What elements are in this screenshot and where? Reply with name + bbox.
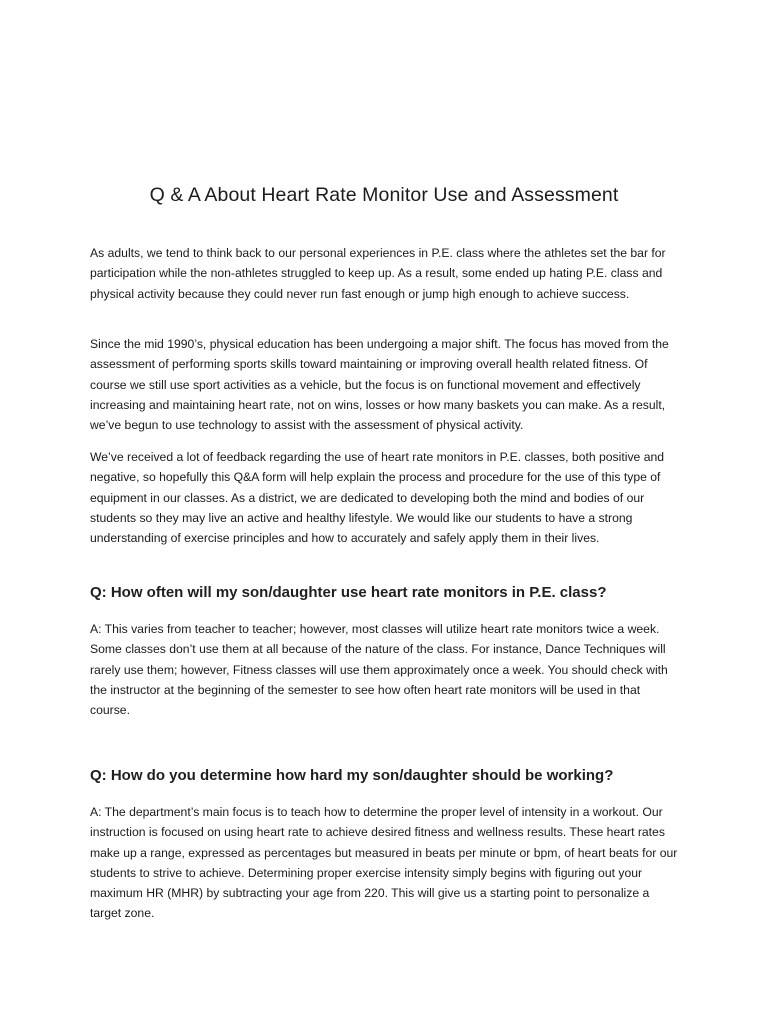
answer-paragraph: A: This varies from teacher to teacher; however, most classes will utilize heart rate monitors twice a week. Some classes don’t use them at all because of the nature of the class. For instance, Dance Techniques will rarely use them; however, Fitness classes will use them approximately once a week. You should check with the instructor at the beginning of the semester to see how often heart rate monitors will be used in that course.	[90, 622, 668, 718]
intro-paragraph: As adults, we tend to think back to our personal experiences in P.E. class where the athletes set the bar for participation while the non-athletes struggled to keep up. As a result, some ended up hating P.E. class and physical activity because they could never run fast enough or jump high enough to achieve success.	[90, 246, 666, 301]
answer-paragraph: A: The department’s main focus is to teach how to determine the proper level of intensity in a workout. Our instruction is focused on using heart rate to achieve desired fitness and wellness results. These heart rates make up a range, expressed as percentages but measured in beats per minute or bpm, of heart beats for our students to strive to achieve. Determining proper exercise intensity simply begins with figuring out your maximum HR (MHR) by subtracting your age from 220. This will give us a starting point to personalize a target zone.	[90, 805, 678, 921]
question-heading: Q: How do you determine how hard my son/daughter should be working?	[90, 767, 614, 784]
document-title: Q & A About Heart Rate Monitor Use and Assessment	[149, 184, 619, 206]
question-heading: Q: How often will my son/daughter use heart rate monitors in P.E. class?	[90, 584, 607, 601]
intro-paragraph: Since the mid 1990’s, physical education has been undergoing a major shift. The focus has moved from the assessment of performing sports skills toward maintaining or improving overall health related fitness. Of course we still use sport activities as a vehicle, but the focus is on functional movement and effectively increasing and maintaining heart rate, not on wins, losses or how many baskets you can make. As a result, we’ve begun to use technology to assist with the assessment of physical activity.	[90, 337, 669, 433]
intro-paragraph: We’ve received a lot of feedback regarding the use of heart rate monitors in P.E. classes, both positive and negative, so hopefully this Q&A form will help explain the process and procedure for the use of this type of equipment in our classes. As a district, we are dedicated to developing both the mind and bodies of our students so they may live an active and healthy lifestyle. We would like our students to have a strong understanding of exercise principles and how to accurately and safely apply them in their lives.	[90, 450, 665, 546]
